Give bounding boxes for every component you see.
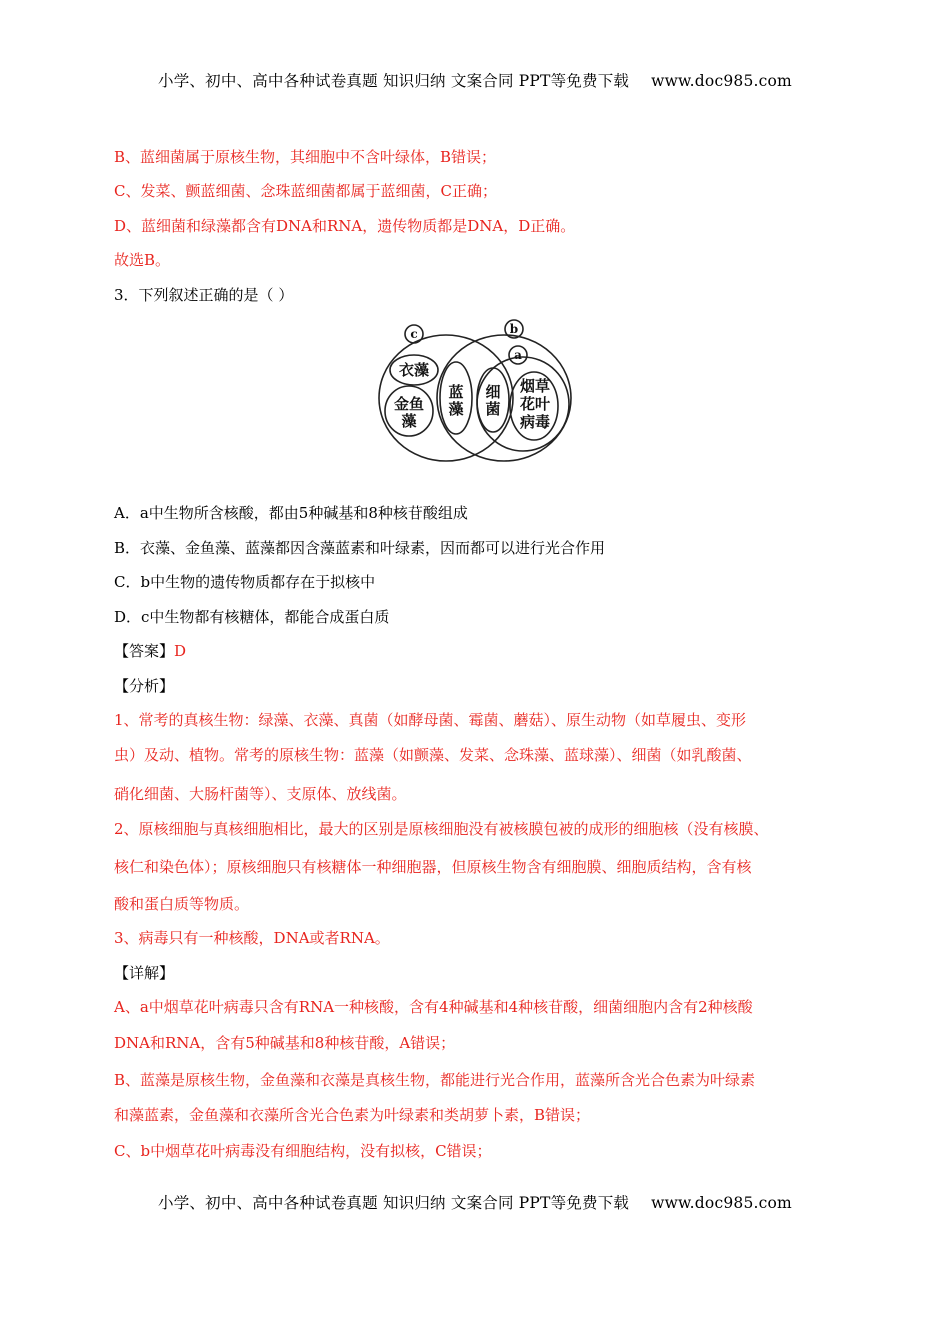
venn-diagram [376, 318, 576, 468]
analysis-label: 【分析】 [114, 677, 175, 695]
text-virus-1: 烟草 [519, 377, 551, 395]
page-footer [0, 1191, 950, 1213]
prev-conclusion: 故选B。 [114, 251, 171, 269]
detail-line: C、b中烟草花叶病毒没有细胞结构，没有拟核，C错误； [114, 1142, 492, 1160]
option-a: A．a中生物所含核酸，都由5种碱基和8种核苷酸组成 [114, 504, 468, 522]
detail-line: DNA和RNA，含有5种碱基和8种核苷酸，A错误； [114, 1034, 456, 1052]
text-lanzao-1: 蓝 [448, 383, 464, 401]
label-a: a [514, 348, 522, 362]
label-c: c [410, 327, 418, 341]
analysis-line: 1、常考的真核生物：绿藻、衣藻、真菌（如酵母菌、霉菌、蘑菇）、原生动物（如草履虫、变形 [114, 711, 747, 729]
option-b: B．衣藻、金鱼藻、蓝藻都因含藻蓝素和叶绿素，因而都可以进行光合作用 [114, 539, 606, 557]
text-yizao: 衣藻 [398, 361, 430, 379]
option-c: C．b中生物的遗传物质都存在于拟核中 [114, 573, 376, 591]
header-site: www.doc985.com [651, 72, 792, 90]
question-stem: 3．下列叙述正确的是（ ） [114, 286, 294, 304]
answer-line [114, 640, 186, 662]
analysis-line: 3、病毒只有一种核酸，DNA或者RNA。 [114, 929, 390, 947]
footer-site: www.doc985.com [651, 1194, 792, 1212]
text-xijun-1: 细 [485, 383, 501, 401]
footer-text: 小学、初中、高中各种试卷真题 知识归纳 文案合同 PPT等免费下载 [158, 1194, 630, 1212]
text-xijun-2: 菌 [485, 400, 501, 418]
text-virus-2: 花叶 [519, 395, 551, 413]
text-jinyuzao-2: 藻 [401, 412, 417, 430]
answer-value: D [174, 642, 187, 660]
text-jinyuzao-1: 金鱼 [393, 395, 425, 413]
detail-line: A、a中烟草花叶病毒只含有RNA一种核酸，含有4种碱基和4种核苷酸，细菌细胞内含有2种核酸 [114, 998, 753, 1016]
text-virus-3: 病毒 [519, 413, 551, 431]
label-b: b [509, 322, 519, 336]
header-text: 小学、初中、高中各种试卷真题 知识归纳 文案合同 PPT等免费下载 [158, 72, 630, 90]
prev-answer-b: B、蓝细菌属于原核生物，其细胞中不含叶绿体，B错误； [114, 148, 497, 166]
analysis-line: 虫）及动、植物。常考的原核生物：蓝藻（如颤藻、发菜、念珠藻、蓝球藻）、细菌（如乳酸菌、 [114, 746, 752, 764]
prev-answer-d: D、蓝细菌和绿藻都含有DNA和RNA，遗传物质都是DNA，D正确。 [114, 217, 576, 235]
option-d: D．c中生物都有核糖体，都能合成蛋白质 [114, 608, 390, 626]
answer-label: 【答案】 [114, 642, 175, 660]
analysis-line: 酸和蛋白质等物质。 [114, 895, 250, 913]
detail-label: 【详解】 [114, 964, 175, 982]
analysis-line: 2、原核细胞与真核细胞相比，最大的区别是原核细胞没有被核膜包被的成形的细胞核（没有核膜、 [114, 820, 769, 838]
analysis-line: 核仁和染色体）；原核细胞只有核糖体一种细胞器，但原核生物含有细胞膜、细胞质结构，含有核 [114, 858, 752, 876]
prev-answer-c: C、发菜、颤蓝细菌、念珠蓝细菌都属于蓝细菌，C正确； [114, 182, 497, 200]
page-header [0, 69, 950, 91]
detail-line: B、蓝藻是原核生物，金鱼藻和衣藻是真核生物，都能进行光合作用，蓝藻所含光合色素为叶绿素 [114, 1071, 756, 1089]
text-lanzao-2: 藻 [448, 400, 464, 418]
detail-line: 和藻蓝素，金鱼藻和衣藻所含光合色素为叶绿素和类胡萝卜素，B错误； [114, 1106, 591, 1124]
analysis-line: 硝化细菌、大肠杆菌等）、支原体、放线菌。 [114, 785, 407, 803]
